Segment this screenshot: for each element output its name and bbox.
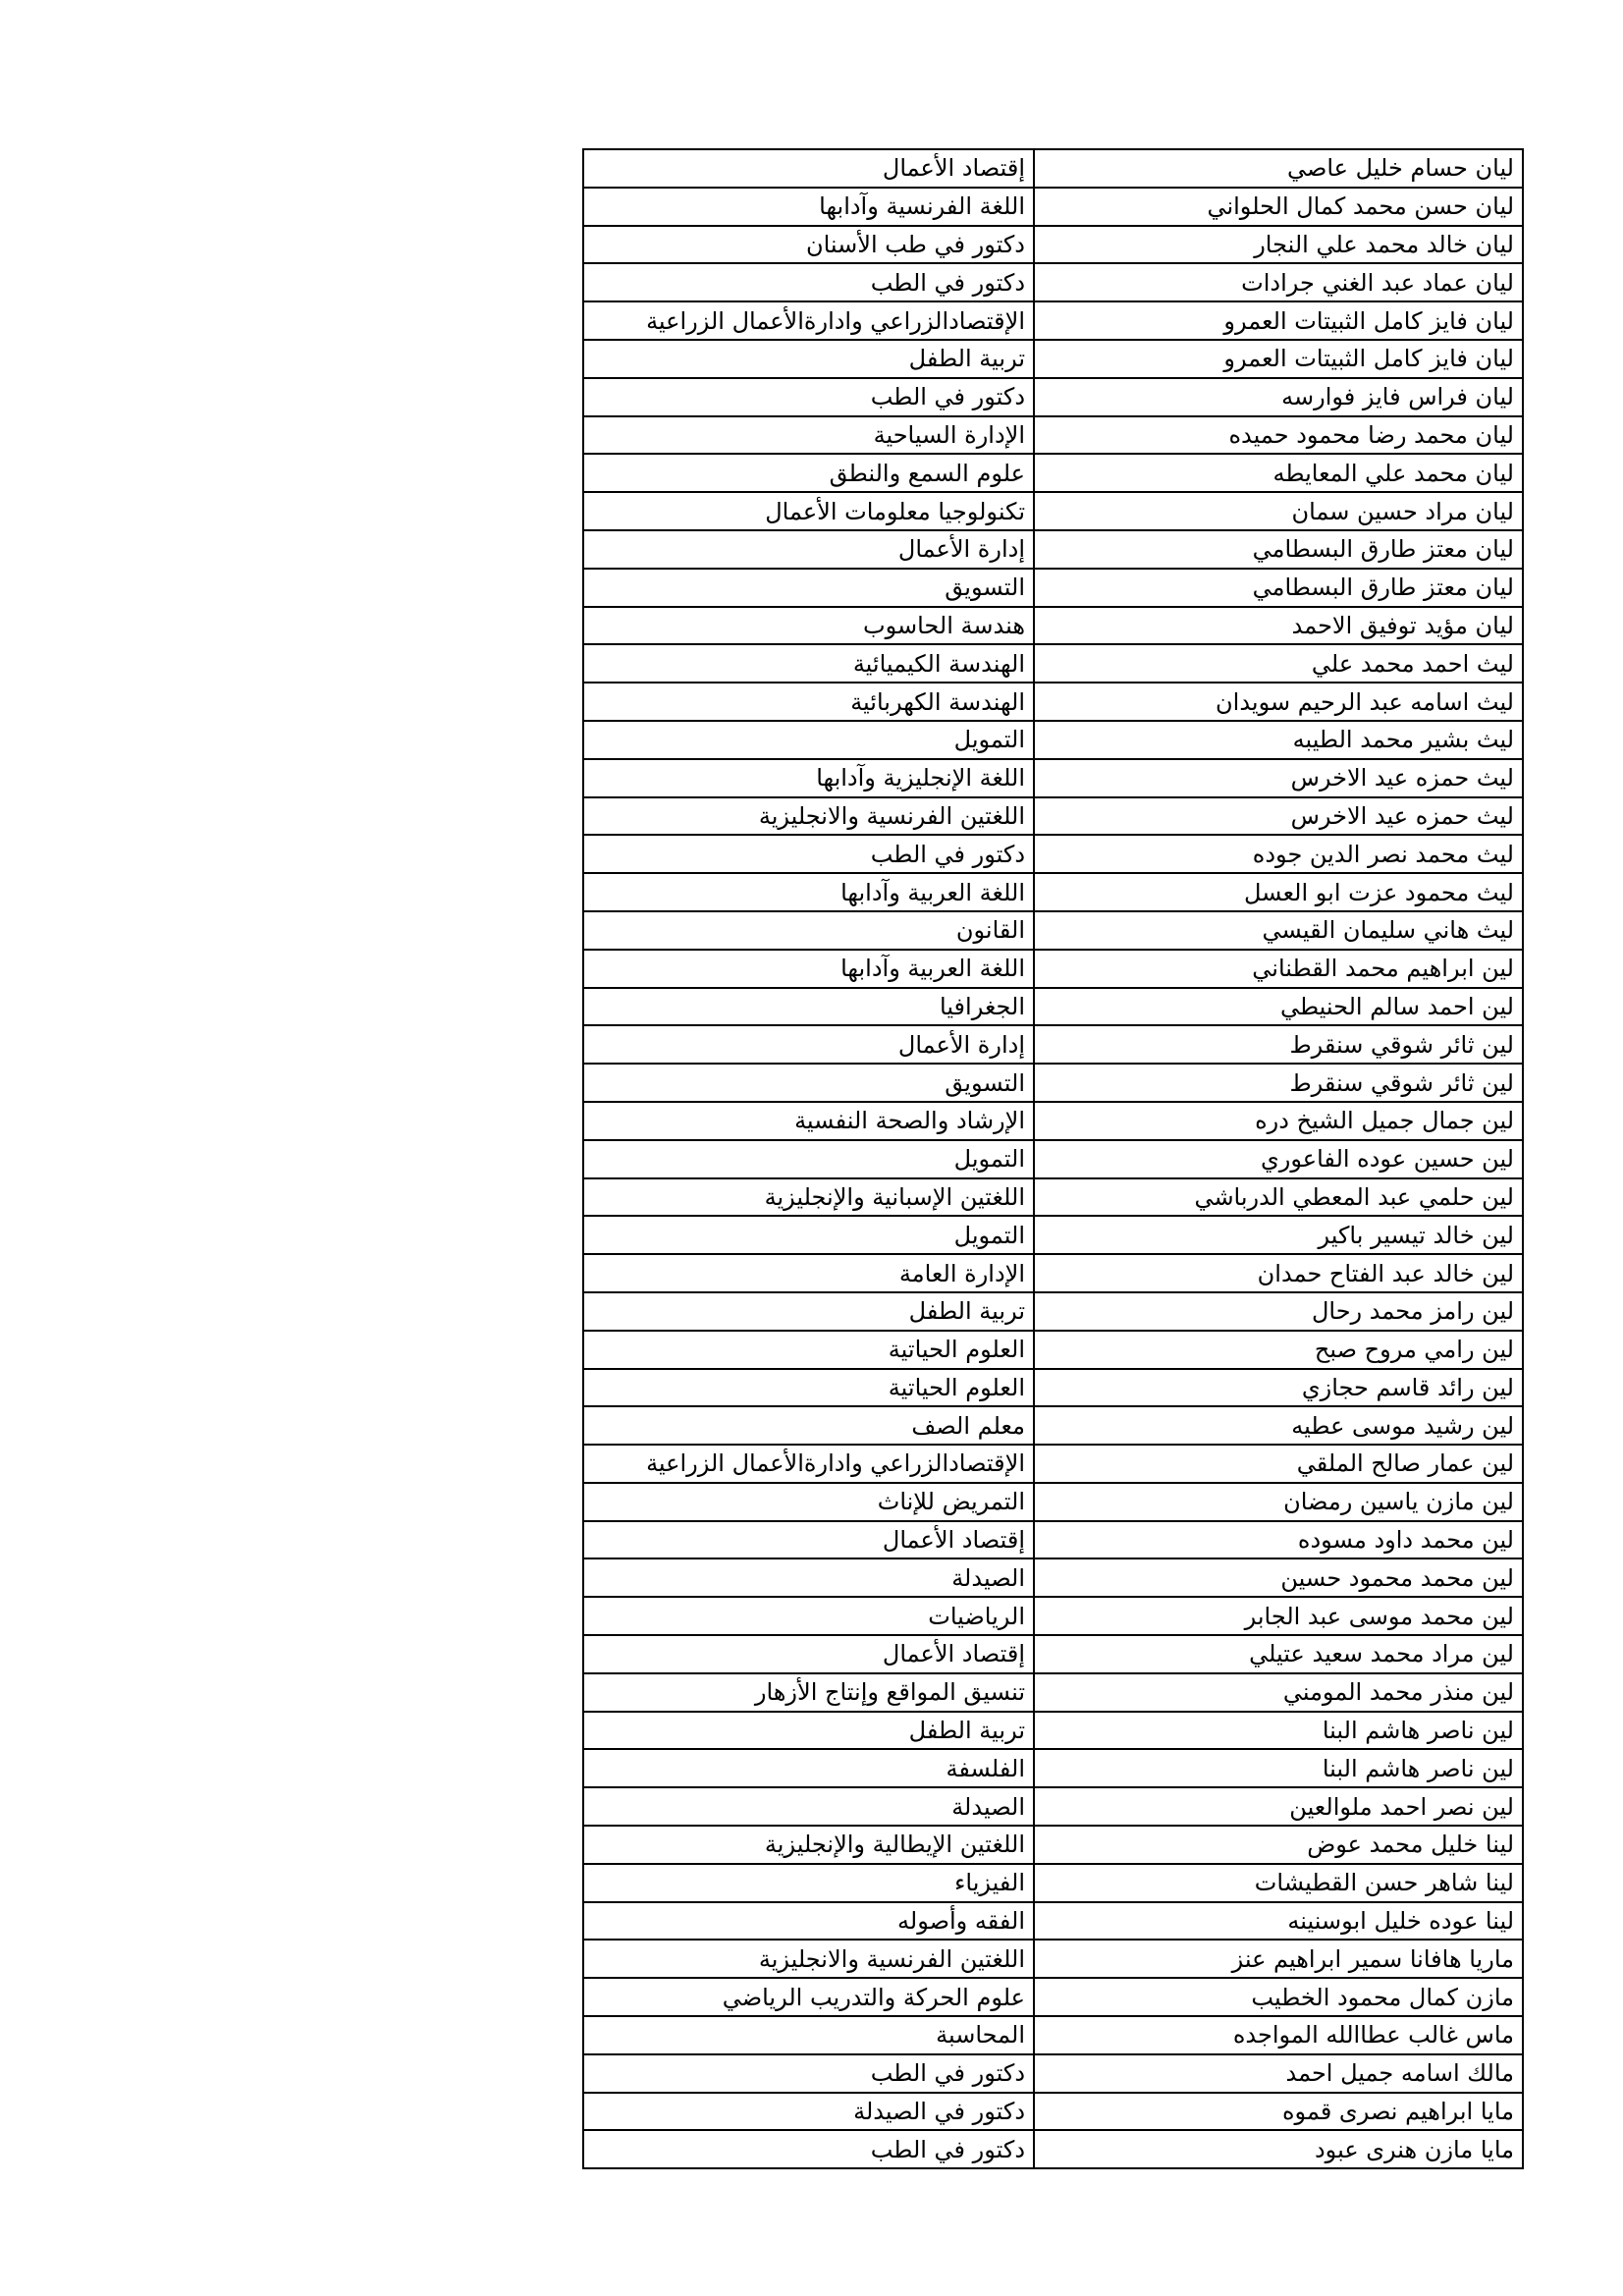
student-name-cell: لين خالد تيسير باكير [1034, 1216, 1523, 1254]
major-cell: تربية الطفل [583, 1292, 1034, 1331]
major-cell: دكتور في الطب [583, 835, 1034, 873]
student-name-cell: ليث احمد محمد علي [1034, 644, 1523, 683]
major-cell: الهندسة الكيميائية [583, 644, 1034, 683]
student-name-cell: لين خالد عبد الفتاح حمدان [1034, 1254, 1523, 1292]
major-cell: الصيدلة [583, 1558, 1034, 1597]
table-row [583, 454, 1523, 492]
table-row [583, 1749, 1523, 1787]
table-row [583, 1369, 1523, 1407]
student-name-cell: لين محمد موسى عبد الجابر [1034, 1597, 1523, 1635]
major-cell: دكتور في الطب [583, 378, 1034, 416]
student-name-cell: لين رامز محمد رحال [1034, 1292, 1523, 1331]
major-cell: تنسيق المواقع وإنتاج الأزهار [583, 1673, 1034, 1712]
table-row [583, 911, 1523, 950]
table-row [583, 301, 1523, 340]
table-row [583, 1521, 1523, 1559]
table-row [583, 1292, 1523, 1331]
major-cell: التمويل [583, 721, 1034, 759]
student-name-cell: لينا عوده خليل ابوسنينه [1034, 1902, 1523, 1941]
student-name-cell: ماريا هافانا سمير ابراهيم عنز [1034, 1940, 1523, 1978]
student-name-cell: لين ناصر هاشم البنا [1034, 1712, 1523, 1750]
student-name-cell: لين حلمي عبد المعطي الدرباشي [1034, 1178, 1523, 1217]
table-row [583, 2093, 1523, 2131]
student-name-cell: لين منذر محمد المومني [1034, 1673, 1523, 1712]
table-row [583, 1826, 1523, 1864]
major-cell: إدارة الأعمال [583, 530, 1034, 569]
table-row [583, 1331, 1523, 1369]
major-cell: هندسة الحاسوب [583, 607, 1034, 645]
table-row [583, 950, 1523, 988]
table-row [583, 1635, 1523, 1673]
student-name-cell: ليان فراس فايز فوارسه [1034, 378, 1523, 416]
table-row [583, 188, 1523, 226]
student-name-cell: لين جمال جميل الشيخ دره [1034, 1102, 1523, 1140]
table-row [583, 263, 1523, 301]
student-name-cell: لين رامي مروح صبح [1034, 1331, 1523, 1369]
major-cell: المحاسبة [583, 2016, 1034, 2054]
student-name-cell: ليان حسن محمد كمال الحلواني [1034, 188, 1523, 226]
major-cell: التمريض للإناث [583, 1483, 1034, 1521]
table-row [583, 1178, 1523, 1217]
table-row [583, 835, 1523, 873]
table-row [583, 1216, 1523, 1254]
student-name-cell: لين محمد داود مسوده [1034, 1521, 1523, 1559]
major-cell: اللغتين الفرنسية والانجليزية [583, 797, 1034, 836]
student-name-cell: لين ثائر شوقي سنقرط [1034, 1064, 1523, 1102]
major-cell: معلم الصف [583, 1406, 1034, 1445]
major-cell: إقتصاد الأعمال [583, 1635, 1034, 1673]
table-row [583, 1254, 1523, 1292]
major-cell: الإقتصادالزراعي وادارةالأعمال الزراعية [583, 301, 1034, 340]
major-cell: اللغتين الإسبانية والإنجليزية [583, 1178, 1034, 1217]
student-name-cell: ليان مراد حسين سمان [1034, 492, 1523, 530]
table-row [583, 1025, 1523, 1064]
table-row [583, 2130, 1523, 2168]
table-row [583, 1102, 1523, 1140]
table-row [583, 1140, 1523, 1178]
major-cell: اللغة الفرنسية وآدابها [583, 188, 1034, 226]
student-name-cell: لين رائد قاسم حجازي [1034, 1369, 1523, 1407]
student-name-cell: ليان معتز طارق البسطامي [1034, 530, 1523, 569]
table-row [583, 530, 1523, 569]
table-row [583, 2016, 1523, 2054]
major-cell: الفلسفة [583, 1749, 1034, 1787]
major-cell: تربية الطفل [583, 340, 1034, 378]
major-cell: إقتصاد الأعمال [583, 149, 1034, 188]
student-name-cell: ليان عماد عبد الغني جرادات [1034, 263, 1523, 301]
student-name-cell: ليث حمزه عيد الاخرس [1034, 797, 1523, 836]
student-name-cell: ليث اسامه عبد الرحيم سويدان [1034, 683, 1523, 721]
major-cell: القانون [583, 911, 1034, 950]
table-row [583, 2054, 1523, 2093]
student-name-cell: ليان معتز طارق البسطامي [1034, 569, 1523, 607]
student-name-cell: ليث محمود عزت ابو العسل [1034, 873, 1523, 911]
table-row [583, 1406, 1523, 1445]
student-name-cell: ليث حمزه عيد الاخرس [1034, 759, 1523, 797]
table-row [583, 1483, 1523, 1521]
student-name-cell: مايا مازن هنرى عبود [1034, 2130, 1523, 2168]
student-name-cell: ماس غالب عطاالله المواجده [1034, 2016, 1523, 2054]
table-row [583, 340, 1523, 378]
student-name-cell: مالك اسامه جميل احمد [1034, 2054, 1523, 2093]
major-cell: دكتور في الطب [583, 2054, 1034, 2093]
student-name-cell: لين احمد سالم الحنيطي [1034, 988, 1523, 1026]
table-row [583, 1673, 1523, 1712]
table-row [583, 226, 1523, 264]
major-cell: اللغتين الإيطالية والإنجليزية [583, 1826, 1034, 1864]
table-row [583, 1712, 1523, 1750]
student-name-cell: ليان فايز كامل الثبيتات العمرو [1034, 340, 1523, 378]
major-cell: اللغة العربية وآدابها [583, 950, 1034, 988]
major-cell: تكنولوجيا معلومات الأعمال [583, 492, 1034, 530]
student-name-cell: ليان محمد علي المعايطه [1034, 454, 1523, 492]
student-name-cell: لين ابراهيم محمد القطناني [1034, 950, 1523, 988]
table-row [583, 1597, 1523, 1635]
major-cell: علوم الحركة والتدريب الرياضي [583, 1978, 1034, 2016]
major-cell: دكتور في طب الأسنان [583, 226, 1034, 264]
student-name-cell: لين مازن ياسين رمضان [1034, 1483, 1523, 1521]
major-cell: التمويل [583, 1140, 1034, 1178]
major-cell: تربية الطفل [583, 1712, 1034, 1750]
major-cell: الفيزياء [583, 1864, 1034, 1902]
major-cell: العلوم الحياتية [583, 1331, 1034, 1369]
major-cell: علوم السمع والنطق [583, 454, 1034, 492]
major-cell: الجغرافيا [583, 988, 1034, 1026]
table-row [583, 378, 1523, 416]
table-row [583, 149, 1523, 188]
student-name-cell: ليان حسام خليل عاصي [1034, 149, 1523, 188]
table-body [583, 149, 1523, 2168]
table-row [583, 1558, 1523, 1597]
student-name-cell: ليث بشير محمد الطيبه [1034, 721, 1523, 759]
table-row [583, 683, 1523, 721]
major-cell: دكتور في الطب [583, 263, 1034, 301]
student-name-cell: لين ناصر هاشم البنا [1034, 1749, 1523, 1787]
major-cell: الإدارة السياحية [583, 416, 1034, 455]
student-name-cell: ليان محمد رضا محمود حميده [1034, 416, 1523, 455]
major-cell: اللغتين الفرنسية والانجليزية [583, 1940, 1034, 1978]
table-row [583, 797, 1523, 836]
major-cell: العلوم الحياتية [583, 1369, 1034, 1407]
table-row [583, 988, 1523, 1026]
major-cell: التمويل [583, 1216, 1034, 1254]
major-cell: دكتور في الصيدلة [583, 2093, 1034, 2131]
major-cell: الفقه وأصوله [583, 1902, 1034, 1941]
table-row [583, 721, 1523, 759]
student-name-cell: مايا ابراهيم نصرى قموه [1034, 2093, 1523, 2131]
major-cell: اللغة العربية وآدابها [583, 873, 1034, 911]
student-name-cell: لين حسين عوده الفاعوري [1034, 1140, 1523, 1178]
student-name-cell: لينا شاهر حسن القطيشات [1034, 1864, 1523, 1902]
table-row [583, 1445, 1523, 1483]
table-row [583, 1064, 1523, 1102]
table-row [583, 873, 1523, 911]
student-name-cell: لين مراد محمد سعيد عتيلي [1034, 1635, 1523, 1673]
major-cell: إدارة الأعمال [583, 1025, 1034, 1064]
student-name-cell: لين نصر احمد ملوالعين [1034, 1787, 1523, 1826]
major-cell: الإدارة العامة [583, 1254, 1034, 1292]
student-name-cell: لين محمد محمود حسين [1034, 1558, 1523, 1597]
table-row [583, 607, 1523, 645]
student-name-cell: مازن كمال محمود الخطيب [1034, 1978, 1523, 2016]
student-name-cell: لينا خليل محمد عوض [1034, 1826, 1523, 1864]
table-row [583, 644, 1523, 683]
table-row [583, 1978, 1523, 2016]
major-cell: الصيدلة [583, 1787, 1034, 1826]
table-row [583, 1864, 1523, 1902]
table-row [583, 569, 1523, 607]
table-row [583, 492, 1523, 530]
student-name-cell: ليان خالد محمد علي النجار [1034, 226, 1523, 264]
table-row [583, 1902, 1523, 1941]
student-name-cell: لين ثائر شوقي سنقرط [1034, 1025, 1523, 1064]
major-cell: التسويق [583, 569, 1034, 607]
table-row [583, 1787, 1523, 1826]
table-row [583, 416, 1523, 455]
major-cell: إقتصاد الأعمال [583, 1521, 1034, 1559]
major-cell: اللغة الإنجليزية وآدابها [583, 759, 1034, 797]
major-cell: الرياضيات [583, 1597, 1034, 1635]
student-name-cell: لين عمار صالح الملقي [1034, 1445, 1523, 1483]
major-cell: الهندسة الكهربائية [583, 683, 1034, 721]
major-cell: دكتور في الطب [583, 2130, 1034, 2168]
table-row [583, 759, 1523, 797]
major-cell: التسويق [583, 1064, 1034, 1102]
student-majors-table [582, 148, 1524, 2169]
major-cell: الإرشاد والصحة النفسية [583, 1102, 1034, 1140]
student-name-cell: ليث هاني سليمان القيسي [1034, 911, 1523, 950]
table-row [583, 1940, 1523, 1978]
student-name-cell: لين رشيد موسى عطيه [1034, 1406, 1523, 1445]
major-cell: الإقتصادالزراعي وادارةالأعمال الزراعية [583, 1445, 1034, 1483]
student-name-cell: ليان فايز كامل الثبيتات العمرو [1034, 301, 1523, 340]
student-name-cell: ليان مؤيد توفيق الاحمد [1034, 607, 1523, 645]
student-name-cell: ليث محمد نصر الدين جوده [1034, 835, 1523, 873]
